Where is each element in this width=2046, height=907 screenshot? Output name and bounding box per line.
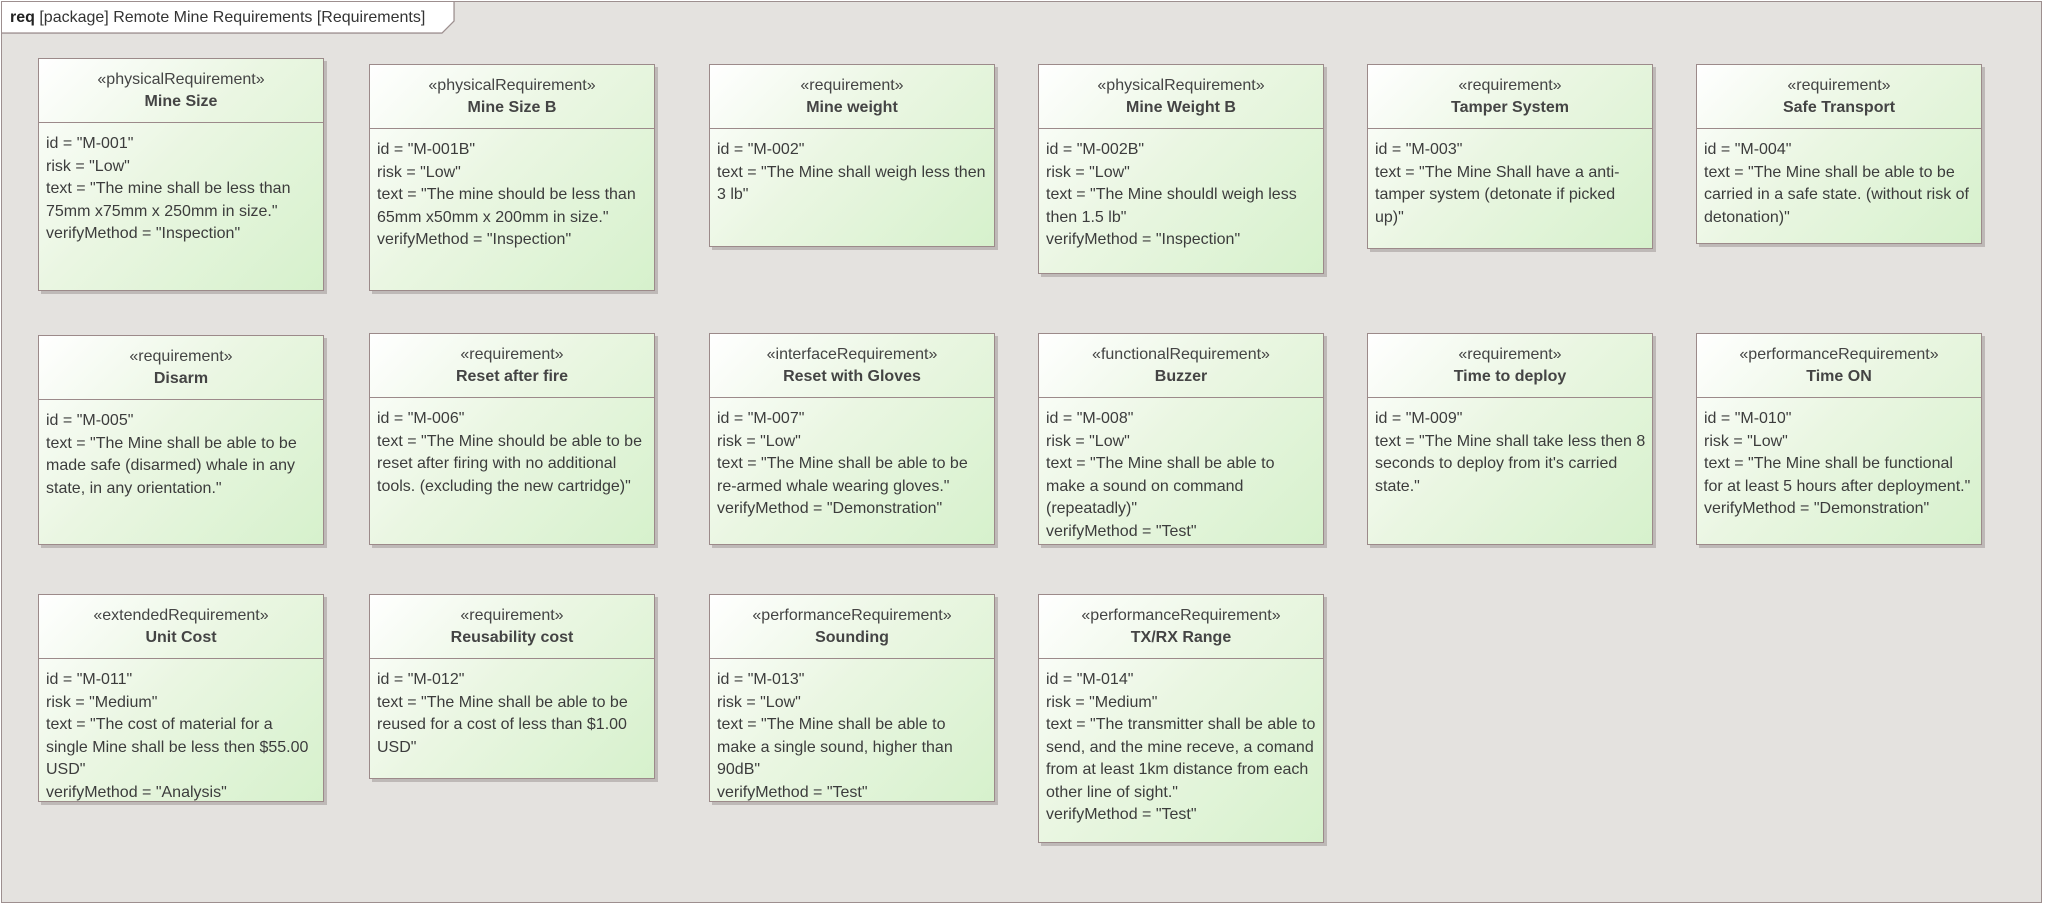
requirement-reset-after-fire[interactable] [369, 333, 655, 545]
requirement-header [1368, 65, 1652, 129]
attr-id: id = "M-006" [377, 410, 465, 427]
requirement-stereotype: «physicalRequirement» [97, 71, 265, 88]
requirement-stereotype: «requirement» [460, 346, 564, 363]
requirement-tx-rx-range[interactable] [1038, 594, 1324, 843]
attr-verify-method: verifyMethod = "Analysis" [46, 783, 227, 801]
attr-risk: risk = "Low" [1046, 432, 1130, 450]
requirement-name: Mine Size B [467, 99, 557, 116]
requirement-mine-size-b[interactable] [369, 64, 655, 291]
attr-risk: risk = "Medium" [46, 693, 158, 711]
attr-text: text = "The Mine shall be able to be carried in a safe state. (without risk of detonation)" [1704, 163, 1969, 226]
attr-text: text = "The mine should be less than 65mm x50mm x 200mm in size." [377, 186, 636, 226]
requirement-name: Unit Cost [145, 629, 217, 646]
attr-id: id = "M-002" [717, 141, 805, 158]
requirement-header [1039, 334, 1323, 398]
requirement-header [710, 595, 994, 659]
requirement-reset-with-gloves[interactable] [709, 333, 995, 545]
requirement-name: Mine Size [144, 93, 218, 110]
attr-verify-method: verifyMethod = "Demonstration" [717, 500, 943, 517]
requirement-header [39, 595, 323, 659]
requirement-header [39, 59, 323, 123]
requirement-header [370, 595, 654, 659]
requirement-disarm[interactable] [38, 335, 324, 545]
attr-verify-method: verifyMethod = "Inspection" [46, 225, 241, 242]
attr-verify-method: verifyMethod = "Test" [1046, 806, 1197, 823]
requirement-header [1039, 65, 1323, 129]
requirement-attributes [370, 129, 654, 252]
requirement-mine-size[interactable] [38, 58, 324, 291]
attr-text: text = "The Mine shall be able to be re-armed whale wearing gloves." [717, 455, 968, 495]
requirement-header [710, 65, 994, 129]
attr-text: text = "The Mine shall be able to make a single sound, higher than 90dB" [717, 716, 953, 778]
requirement-name: TX/RX Range [1130, 629, 1232, 646]
requirement-attributes [1039, 659, 1323, 827]
attr-id: id = "M-008" [1046, 410, 1134, 427]
requirement-header [370, 65, 654, 129]
attr-verify-method: verifyMethod = "Test" [717, 783, 868, 801]
attr-risk: risk = "Low" [717, 693, 801, 711]
requirement-attributes [39, 400, 323, 500]
attr-id: id = "M-010" [1704, 410, 1792, 427]
requirement-name: Reusability cost [450, 629, 574, 646]
requirement-mine-weight[interactable] [709, 64, 995, 247]
requirement-name: Time to deploy [1453, 368, 1567, 385]
attr-id: id = "M-012" [377, 671, 465, 688]
requirement-attributes [710, 129, 994, 207]
requirement-name: Buzzer [1154, 368, 1208, 385]
attr-id: id = "M-003" [1375, 141, 1463, 158]
requirement-safe-transport[interactable] [1696, 64, 1982, 244]
attr-id: id = "M-002B" [1046, 141, 1145, 158]
requirement-tamper-system[interactable] [1367, 64, 1653, 249]
requirement-attributes [370, 659, 654, 759]
frame-title [10, 9, 425, 27]
requirement-mine-weight-b[interactable] [1038, 64, 1324, 274]
attr-text: text = "The cost of material for a single Mine shall be less then $55.00 USD" [46, 716, 309, 778]
requirement-stereotype: «extendedRequirement» [93, 607, 269, 624]
attr-text: text = "The Mine Shall have a anti-tamper system (detonate if picked up)" [1375, 163, 1620, 226]
requirement-header [1039, 595, 1323, 659]
requirement-header [370, 334, 654, 398]
requirement-unit-cost[interactable] [38, 594, 324, 802]
attr-verify-method: verifyMethod = "Demonstration" [1704, 500, 1930, 517]
attr-verify-method: verifyMethod = "Inspection" [1046, 231, 1241, 248]
requirement-stereotype: «functionalRequirement» [1092, 346, 1270, 363]
attr-id: id = "M-011" [46, 671, 133, 688]
requirement-stereotype: «requirement» [1458, 346, 1562, 363]
frame-title-text: [package] Remote Mine Requirements [Requirements] [39, 9, 426, 26]
requirement-sounding[interactable] [709, 594, 995, 802]
attr-text: text = "The Mine shall weigh less then 3 lb" [717, 163, 986, 203]
attr-risk: risk = "Low" [377, 163, 461, 181]
attr-text: text = "The Mine shall be able to be made safe (disarmed) whale in any state, in any orientation." [46, 434, 297, 497]
attr-id: id = "M-001" [46, 135, 134, 152]
attr-id: id = "M-014" [1046, 671, 1134, 688]
requirement-stereotype: «interfaceRequirement» [766, 346, 938, 363]
attr-id: id = "M-009" [1375, 410, 1463, 427]
requirement-header [1697, 65, 1981, 129]
requirement-stereotype: «requirement» [1458, 77, 1562, 94]
requirement-attributes [1368, 398, 1652, 498]
requirement-attributes [370, 398, 654, 498]
requirement-stereotype: «requirement» [460, 607, 564, 624]
requirement-reusability-cost[interactable] [369, 594, 655, 779]
frame-keyword: req [10, 9, 35, 26]
attr-text: text = "The transmitter shall be able to send, and the mine receve, a comand from at least 1km distance from each other line of sight." [1046, 716, 1316, 801]
requirement-stereotype: «requirement» [1787, 77, 1891, 94]
requirement-attributes [1039, 129, 1323, 252]
attr-risk: risk = "Low" [1046, 163, 1130, 181]
requirement-attributes [710, 659, 994, 804]
attr-text: text = "The Mine should be able to be reset after firing with no additional tools. (excluding the new cartridge)" [377, 432, 642, 495]
requirement-attributes [39, 659, 323, 804]
requirement-stereotype: «physicalRequirement» [1097, 77, 1265, 94]
attr-id: id = "M-004" [1704, 141, 1792, 158]
attr-risk: risk = "Low" [46, 157, 130, 175]
attr-risk: risk = "Low" [717, 432, 801, 450]
requirement-attributes [710, 398, 994, 521]
requirement-buzzer[interactable] [1038, 333, 1324, 545]
requirement-stereotype: «physicalRequirement» [428, 77, 596, 94]
requirement-name: Time ON [1806, 368, 1872, 385]
attr-verify-method: verifyMethod = "Test" [1046, 522, 1197, 540]
requirement-header [39, 336, 323, 400]
attr-risk: risk = "Medium" [1046, 693, 1158, 711]
attr-id: id = "M-001B" [377, 141, 476, 158]
requirement-stereotype: «performanceRequirement» [1081, 607, 1281, 624]
diagram-frame [1, 1, 2042, 903]
requirement-attributes [1039, 398, 1323, 543]
requirement-stereotype: «requirement» [800, 77, 904, 94]
attr-risk: risk = "Low" [1704, 432, 1788, 450]
requirement-header [1368, 334, 1652, 398]
requirement-time-on[interactable] [1696, 333, 1982, 545]
requirement-name: Reset with Gloves [783, 368, 921, 385]
requirement-name: Reset after fire [455, 368, 569, 385]
attr-id: id = "M-007" [717, 410, 805, 427]
requirement-header [1697, 334, 1981, 398]
requirement-header [710, 334, 994, 398]
attr-text: text = "The Mine shall be functional for at least 5 hours after deployment." [1704, 455, 1971, 495]
requirement-attributes [1368, 129, 1652, 229]
requirement-attributes [39, 123, 323, 246]
attr-text: text = "The Mine shall be able to be reused for a cost of less than $1.00 USD" [377, 693, 628, 756]
requirement-attributes [1697, 129, 1981, 229]
requirement-stereotype: «requirement» [129, 348, 233, 365]
requirement-name: Sounding [815, 629, 889, 646]
attr-id: id = "M-005" [46, 412, 134, 429]
attr-text: text = "The Mine shall take less then 8 seconds to deploy from it's carried state." [1375, 432, 1646, 495]
requirement-stereotype: «performanceRequirement» [752, 607, 952, 624]
requirement-attributes [1697, 398, 1981, 521]
requirement-stereotype: «performanceRequirement» [1739, 346, 1939, 363]
attr-id: id = "M-013" [717, 671, 805, 688]
attr-text: text = "The Mine shouldl weigh less then 1.5 lb" [1046, 186, 1297, 226]
requirement-name: Mine weight [806, 99, 898, 116]
attr-text: text = "The Mine shall be able to make a sound on command (repeatadly)" [1046, 455, 1275, 517]
requirement-name: Tamper System [1451, 99, 1569, 116]
requirement-name: Disarm [153, 370, 209, 387]
attr-text: text = "The mine shall be less than 75mm x75mm x 250mm in size." [46, 180, 291, 220]
attr-verify-method: verifyMethod = "Inspection" [377, 231, 572, 248]
requirement-name: Mine Weight B [1126, 99, 1236, 116]
requirement-time-to-deploy[interactable] [1367, 333, 1653, 545]
requirement-name: Safe Transport [1782, 99, 1896, 116]
